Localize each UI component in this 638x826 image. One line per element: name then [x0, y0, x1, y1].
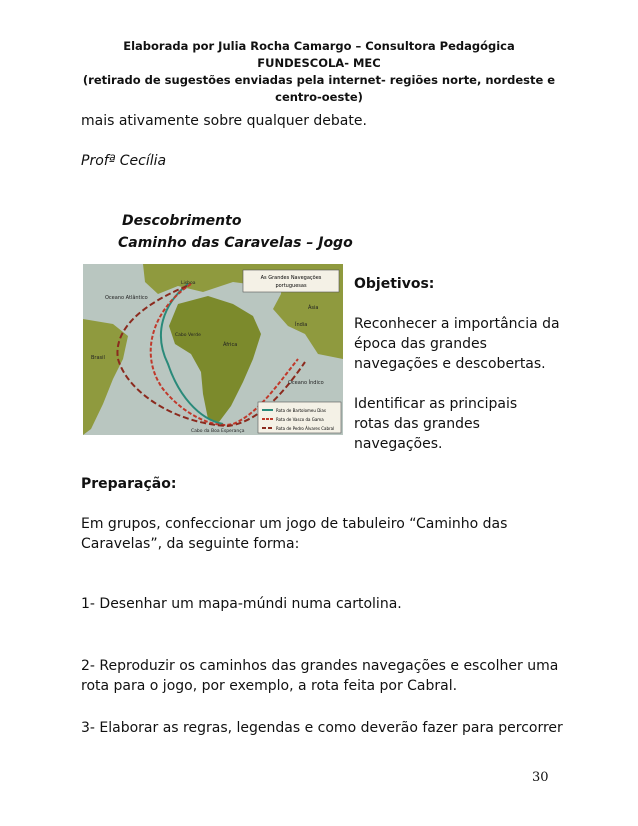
- header-line-author: Elaborada por Julia Rocha Camargo – Consultora Pedagógica: [123, 39, 515, 53]
- objective-1-line: época das grandes: [354, 336, 487, 352]
- intro-text: mais ativamente sobre qualquer debate.: [81, 113, 367, 129]
- label-cabo-verde: Cabo Verde: [175, 333, 201, 338]
- label-atlantic: Oceano Atlântico: [105, 295, 148, 301]
- objective-2-line: rotas das grandes: [354, 416, 480, 432]
- label-africa: África: [223, 342, 238, 348]
- legend-label-dias: Rota de Bartolomeu Dias: [276, 408, 326, 413]
- preparation-line: Caravelas”, da seguinte forma:: [81, 536, 300, 552]
- header-line-regions: centro-oeste): [275, 90, 363, 104]
- preparation-line: Em grupos, confeccionar um jogo de tabuleiro “Caminho das: [81, 516, 508, 532]
- step-2-line: rota para o jogo, por exemplo, a rota feita por Cabral.: [81, 678, 458, 694]
- objective-1-line: Reconhecer a importância da: [354, 316, 560, 332]
- map-title-line2: portuguesas: [275, 283, 307, 289]
- section-title: Descobrimento: [122, 213, 242, 229]
- label-india: Índia: [295, 322, 308, 328]
- step-3: 3- Elaborar as regras, legendas e como deverão fazer para percorrer: [81, 720, 563, 736]
- header-line-source: (retirado de sugestões enviadas pela internet- regiões norte, nordeste e: [82, 73, 556, 87]
- label-brasil: Brasil: [91, 355, 105, 361]
- objective-1-line: navegações e descobertas.: [354, 356, 546, 372]
- objective-2-line: navegações.: [354, 436, 443, 452]
- objective-2-line: Identificar as principais: [354, 396, 518, 412]
- page-number: 30: [532, 770, 549, 785]
- step-2: [81, 656, 558, 696]
- objective-1: [354, 314, 574, 374]
- signature: Profª Cecília: [81, 153, 167, 169]
- legend-label-gama: Rota de Vasco da Gama: [276, 417, 324, 422]
- objectives-title: Objetivos:: [354, 276, 435, 292]
- label-lisboa: Lisboa: [181, 281, 196, 286]
- legend-label-cabral: Rota de Pedro Álvares Cabral: [276, 426, 335, 431]
- map-title-line1: As Grandes Navegações: [260, 275, 322, 281]
- step-1: 1- Desenhar um mapa-múndi numa cartolina.: [81, 596, 402, 612]
- label-asia: Ásia: [308, 305, 319, 311]
- header-line-org: FUNDESCOLA- MEC: [257, 56, 381, 70]
- objective-2: [354, 394, 574, 454]
- document-header: [70, 38, 568, 106]
- step-2-line: 2- Reproduzir os caminhos das grandes navegações e escolher uma: [81, 658, 559, 674]
- preparation-title: Preparação:: [81, 476, 177, 492]
- section-subtitle: Caminho das Caravelas – Jogo: [118, 235, 353, 251]
- label-indico: Oceano Índico: [288, 380, 324, 386]
- navigation-routes-map: [83, 264, 343, 435]
- preparation-text: [81, 514, 507, 554]
- label-cabo-boa: Cabo da Boa Esperança: [191, 429, 245, 434]
